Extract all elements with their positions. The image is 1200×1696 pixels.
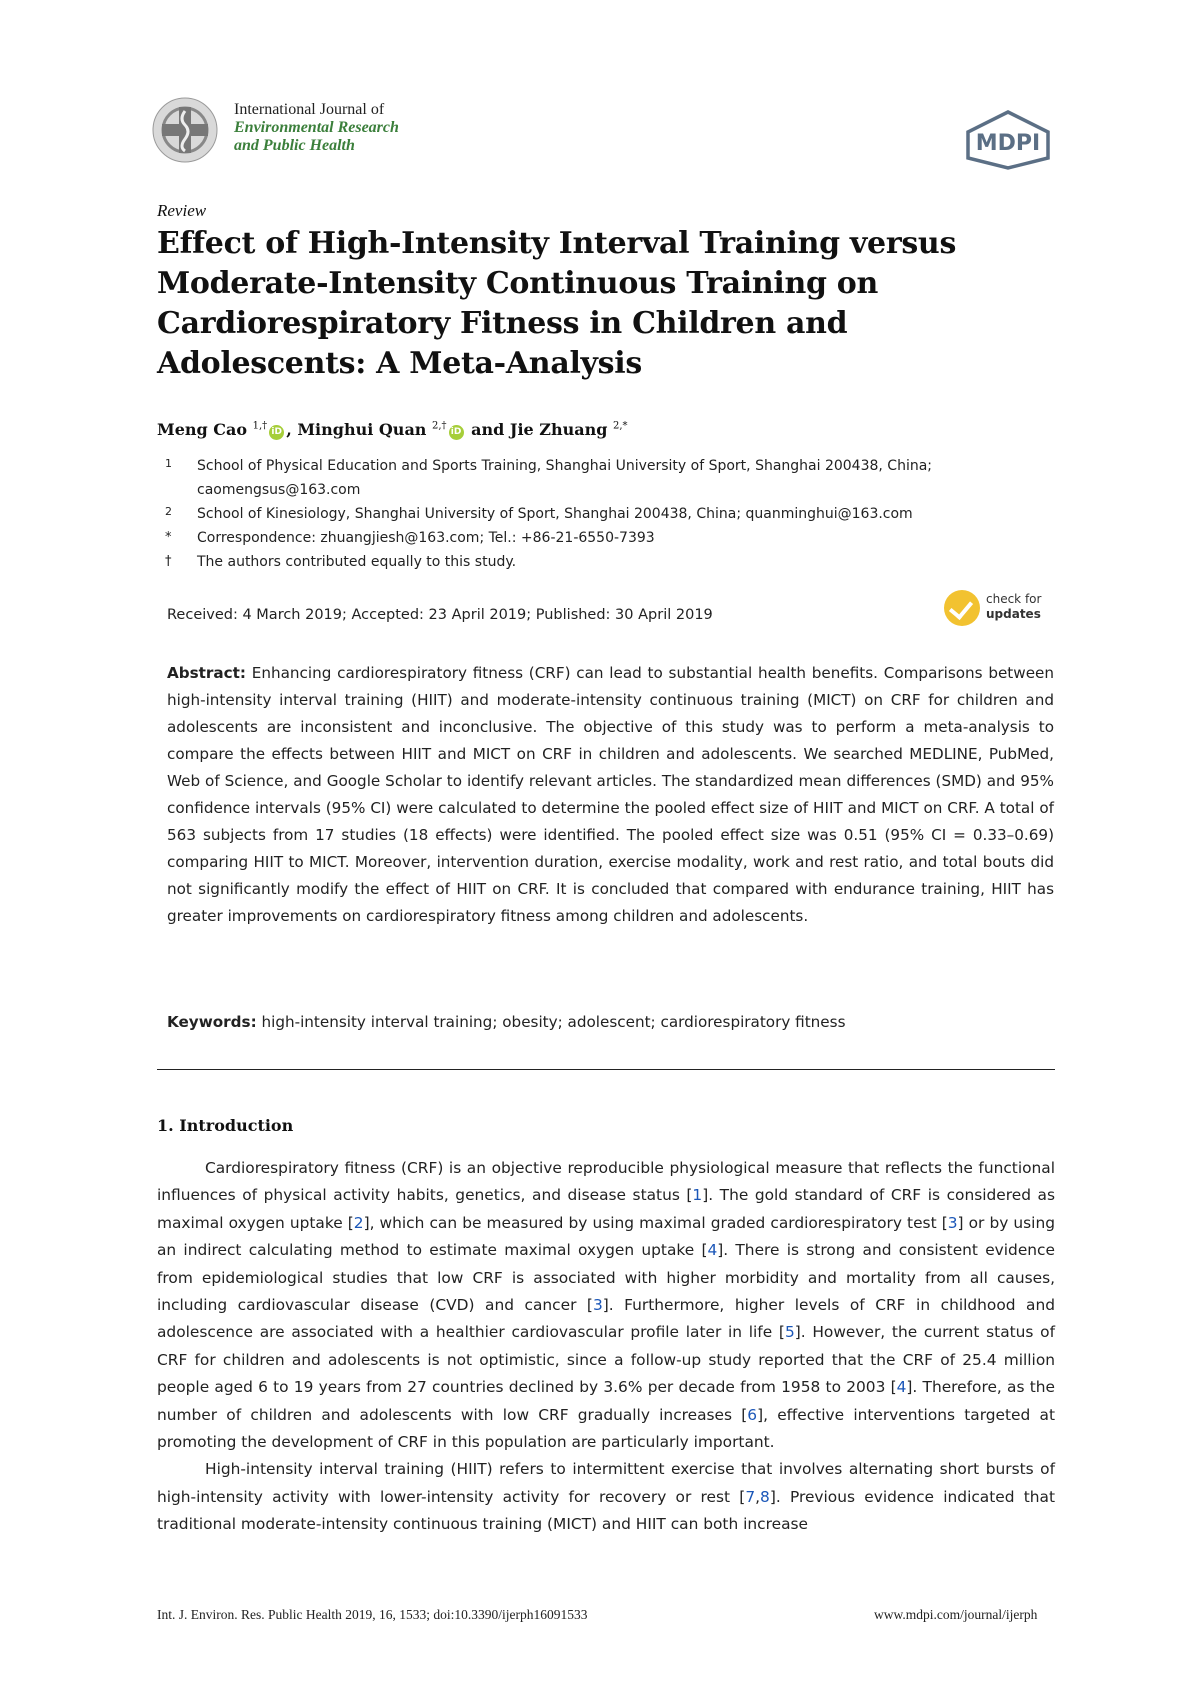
mdpi-logo [964, 110, 1052, 170]
check-for-updates-badge[interactable] [944, 590, 1054, 630]
paragraph-text: ]. The gold standard of CRF is considered as maximal oxygen uptake [ [157, 1186, 1055, 1232]
citation-link[interactable]: 5 [784, 1323, 795, 1342]
affiliations [157, 454, 1057, 574]
affiliation-item [157, 550, 1057, 574]
paragraph-text: ], which can be measured by using maximal graded cardiorespiratory test [ [363, 1213, 948, 1232]
author-name: Meng Cao [157, 420, 248, 439]
citation-link[interactable]: 4 [896, 1378, 907, 1397]
mdpi-logo-text: MDPI [975, 131, 1041, 156]
author-affiliation-marker: 2,† [432, 420, 447, 432]
section-divider [157, 1069, 1055, 1070]
author-separator: , [286, 420, 292, 439]
article-type: Review [157, 201, 207, 220]
paragraph-text: ]. Previous evidence indicated that traditional moderate-intensity continuous training (MICT) and HIIT can both increase [157, 1487, 1056, 1534]
check-for-updates-line2: updates [986, 607, 1041, 621]
paragraph-text: High-intensity interval training (HIIT) refers to intermittent exercise that involves alternating short bursts of high-intensity activity with lower-intensity activity for recovery or rest [ [157, 1460, 1055, 1506]
section-heading [157, 1116, 293, 1135]
paper-title-line: Cardiorespiratory Fitness in Children and [157, 306, 848, 341]
author-list [157, 420, 628, 440]
paper-title [157, 224, 1057, 384]
affiliation-text: School of Kinesiology, Shanghai University of Sport, Shanghai 200438, China; quanminghui@163.com [197, 506, 913, 522]
citation-link[interactable]: 3 [592, 1296, 603, 1315]
paragraph-text: ] or by using an indirect calculating method to estimate maximal oxygen uptake [ [157, 1213, 1055, 1260]
body-text [157, 1155, 1055, 1539]
citation-link[interactable]: 6 [747, 1405, 758, 1424]
paragraph-text: ]. Furthermore, higher levels of CRF in childhood and adolescence are associated with a healthier cardiovascular profile later in life [ [157, 1296, 1055, 1342]
citation-link[interactable]: 8 [760, 1487, 770, 1506]
affiliation-marker: * [165, 530, 172, 545]
orcid-icon[interactable]: iD [449, 425, 464, 440]
affiliation-item [157, 526, 1057, 550]
paper-title-line: Moderate-Intensity Continuous Training on [157, 266, 879, 301]
journal-name-line2: Environmental Research [234, 119, 399, 136]
affiliation-item [157, 502, 1057, 526]
citation-link[interactable]: 1 [692, 1186, 703, 1205]
author-affiliation-marker: 2,* [613, 420, 628, 432]
check-for-updates-label [986, 592, 1041, 622]
paragraph-text: , [755, 1487, 761, 1506]
affiliation-text: School of Physical Education and Sports Training, Shanghai University of Sport, Shanghai 200438, China; caomengsus@163.com [197, 458, 933, 498]
paragraph-text: ]. There is strong and consistent evidence from epidemiological studies that low CRF is associated with higher morbidity and mortality from all causes, including cardiovascular disease (CVD) and cancer [ [157, 1241, 1055, 1315]
author-affiliation-marker: 1,† [252, 420, 268, 432]
footer-url[interactable]: www.mdpi.com/journal/ijerph [874, 1607, 1038, 1622]
publication-dates: Received: 4 March 2019; Accepted: 23 April 2019; Published: 30 April 2019 [167, 607, 713, 623]
journal-name-line3: and Public Health [234, 137, 355, 154]
keywords-label: Keywords: [167, 1013, 257, 1031]
journal-name [234, 101, 399, 155]
body-paragraph [157, 1155, 1055, 1456]
orcid-icon[interactable]: iD [269, 425, 284, 440]
affiliation-marker: 1 [165, 457, 172, 470]
abstract-label: Abstract: [167, 664, 247, 682]
paragraph-text: Cardiorespiratory fitness (CRF) is an objective reproducible physiological measure that reflects the functional influences of physical activity habits, genetics, and disease status [ [157, 1159, 1055, 1205]
paper-title-line: Effect of High-Intensity Interval Training versus [157, 226, 957, 261]
section-title: Introduction [179, 1116, 294, 1135]
affiliation-marker: † [165, 554, 172, 569]
footer-citation: Int. J. Environ. Res. Public Health 2019, 16, 1533; doi:10.3390/ijerph16091533 [157, 1607, 588, 1622]
keywords-text: high-intensity interval training; obesity; adolescent; cardiorespiratory fitness [261, 1013, 846, 1031]
citation-link[interactable]: 4 [707, 1241, 718, 1260]
paragraph-text: ]. However, the current status of CRF for children and adolescents is not optimistic, since a follow-up study reported that the CRF of 25.4 million people aged 6 to 19 years from 27 countries declined by 3.6% per decade from 1958 to 2003 [ [157, 1323, 1056, 1397]
paragraph-text: ]. Therefore, as the number of children and adolescents with low CRF gradually increases [ [157, 1378, 1055, 1424]
check-for-updates-line1: check for [986, 592, 1042, 606]
citation-link[interactable]: 7 [745, 1487, 756, 1506]
abstract-text: Enhancing cardiorespiratory fitness (CRF) can lead to substantial health benefits. Comparisons between high-intensity interval training (HIIT) and moderate-intensity continuous training (MICT) on CRF for children and adolescents are inconsistent and inconclusive. The objective of this study was to perform a meta-analysis to compare the effects between HIIT and MICT on CRF in children and adolescents. We searched MEDLINE, PubMed, Web of Science, and Google Scholar to identify relevant articles. The standardized mean differences (SMD) and 95% confidence intervals (95% CI) were calculated to determine the pooled effect size of HIIT and MICT on CRF. A total of 563 subjects from 17 studies (18 effects) were identified. The pooled effect size was 0.51 (95% CI = 0.33–0.69) comparing HIIT to MICT. Moreover, intervention duration, exercise modality, work and rest ratio, and total bouts did not significantly modify the effect of HIIT on CRF. It is concluded that compared with endurance training, HIIT has greater improvements on cardiorespiratory fitness among children and adolescents. [167, 664, 1055, 925]
citation-link[interactable]: 3 [947, 1213, 958, 1232]
check-icon [944, 590, 980, 626]
citation-link[interactable]: 2 [353, 1213, 364, 1232]
affiliation-text: The authors contributed equally to this study. [197, 554, 517, 570]
abstract [167, 660, 1054, 930]
paper-title-line: Adolescents: A Meta-Analysis [157, 346, 642, 381]
author-name: Jie Zhuang [509, 420, 608, 439]
affiliation-marker: 2 [165, 505, 172, 518]
affiliation-item [157, 454, 1057, 502]
author-separator: and [471, 420, 505, 439]
journal-name-line1: International Journal of [234, 101, 385, 118]
paragraph-text: ], effective interventions targeted at promoting the development of CRF in this population are particularly important. [157, 1405, 1055, 1452]
body-paragraph [157, 1456, 1055, 1538]
author-name: Minghui Quan [297, 420, 427, 439]
affiliation-text: Correspondence: zhuangjiesh@163.com; Tel.: +86-21-6550-7393 [197, 530, 655, 546]
section-number: 1. [157, 1116, 174, 1135]
journal-logo [152, 97, 218, 163]
keywords [167, 1013, 1054, 1031]
